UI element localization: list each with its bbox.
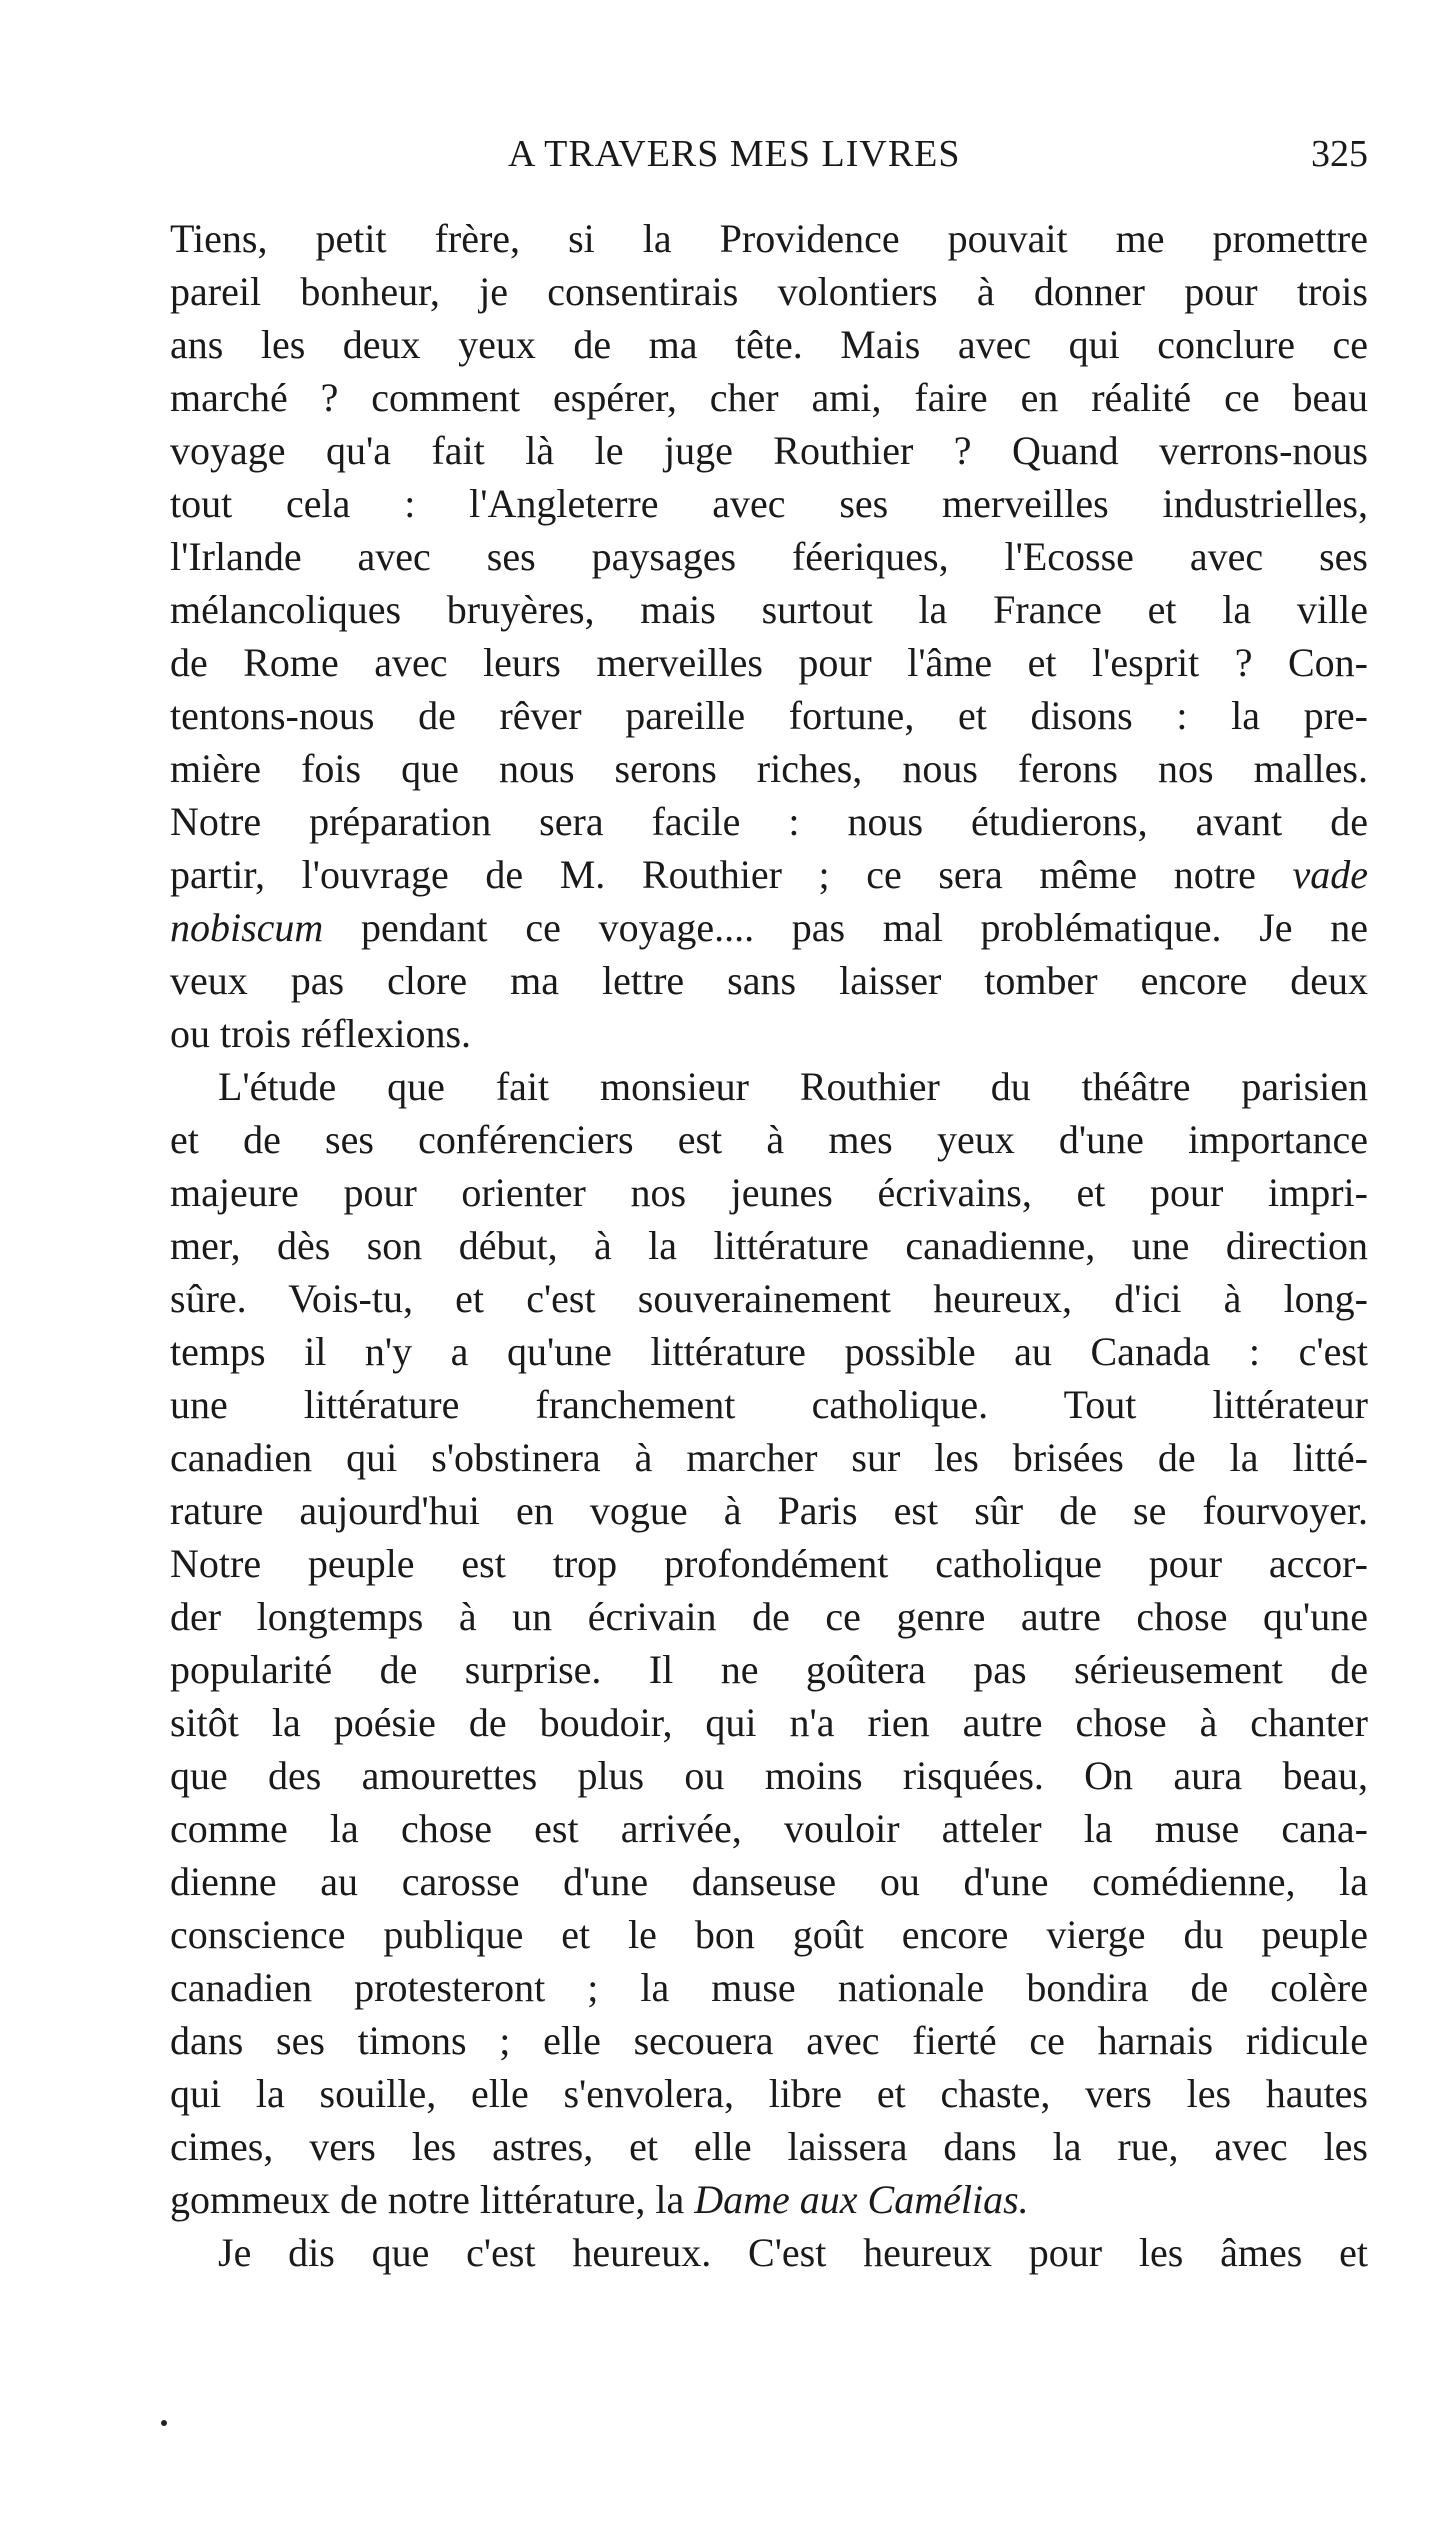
text-line: qui la souille, elle s'envolera, libre et chaste, vers les hautes xyxy=(170,2071,1368,2116)
text-line: marché ? comment espérer, cher ami, faire en réalité ce beau xyxy=(170,375,1368,420)
page-header xyxy=(168,132,1368,192)
text-line-with-italic xyxy=(170,2173,1368,2226)
text-line: majeure pour orienter nos jeunes écrivains, et pour impri- xyxy=(170,1170,1368,1215)
print-speck xyxy=(161,2420,167,2426)
italic-term: nobiscum xyxy=(170,905,324,950)
text-line: der longtemps à un écrivain de ce genre autre chose qu'une xyxy=(170,1594,1368,1639)
text-line: de Rome avec leurs merveilles pour l'âme et l'esprit ? Con- xyxy=(170,640,1368,685)
text-line: et de ses conférenciers est à mes yeux d'une importance xyxy=(170,1117,1368,1162)
paragraph-1 xyxy=(170,212,1368,1060)
text-segment: partir, l'ouvrage de M. Routhier ; ce sera même notre xyxy=(170,852,1256,897)
text-line: sûre. Vois-tu, et c'est souverainement heureux, d'ici à long- xyxy=(170,1276,1368,1321)
text-line: cimes, vers les astres, et elle laissera dans la rue, avec les xyxy=(170,2124,1368,2169)
text-line: une littérature franchement catholique. Tout littérateur xyxy=(170,1382,1368,1427)
text-line: comme la chose est arrivée, vouloir atteler la muse cana- xyxy=(170,1806,1368,1851)
text-line: canadien qui s'obstinera à marcher sur les brisées de la litté- xyxy=(170,1435,1368,1480)
text-line: temps il n'y a qu'une littérature possible au Canada : c'est xyxy=(170,1329,1368,1374)
text-line: rature aujourd'hui en vogue à Paris est sûr de se fourvoyer. xyxy=(170,1488,1368,1533)
text-segment: pendant ce voyage.... pas mal problématique. Je ne xyxy=(361,905,1368,950)
text-line: Tiens, petit frère, si la Providence pouvait me promettre xyxy=(170,216,1368,261)
text-line: canadien protesteront ; la muse nationale bondira de colère xyxy=(170,1965,1368,2010)
text-line: Notre peuple est trop profondément catholique pour accor- xyxy=(170,1541,1368,1586)
text-line: conscience publique et le bon goût encore vierge du peuple xyxy=(170,1912,1368,1957)
text-line: pareil bonheur, je consentirais volontiers à donner pour trois xyxy=(170,269,1368,314)
text-line: voyage qu'a fait là le juge Routhier ? Quand verrons-nous xyxy=(170,428,1368,473)
body-text xyxy=(170,212,1368,2279)
italic-term: vade xyxy=(1292,852,1369,897)
running-title: A TRAVERS MES LIVRES xyxy=(508,133,961,175)
page-number: 325 xyxy=(1311,133,1368,175)
text-line-with-italic xyxy=(170,848,1368,901)
text-line: Je dis que c'est heureux. C'est heureux pour les âmes et xyxy=(218,2230,1368,2275)
text-line: dienne au carosse d'une danseuse ou d'une comédienne, la xyxy=(170,1859,1368,1904)
text-line: L'étude que fait monsieur Routhier du théâtre parisien xyxy=(218,1064,1368,1109)
text-line: l'Irlande avec ses paysages féeriques, l'Ecosse avec ses xyxy=(170,534,1368,579)
text-segment: gommeux de notre littérature, la xyxy=(170,2177,685,2222)
text-line: ou trois réflexions. xyxy=(170,1011,472,1056)
text-line: dans ses timons ; elle secouera avec fierté ce harnais ridicule xyxy=(170,2018,1368,2063)
text-line: ans les deux yeux de ma tête. Mais avec qui conclure ce xyxy=(170,322,1368,367)
paragraph-3 xyxy=(170,2226,1368,2279)
text-line: veux pas clore ma lettre sans laisser tomber encore deux xyxy=(170,958,1368,1003)
text-line: Notre préparation sera facile : nous étudierons, avant de xyxy=(170,799,1368,844)
text-line: mer, dès son début, à la littérature canadienne, une direction xyxy=(170,1223,1368,1268)
text-line: tentons-nous de rêver pareille fortune, et disons : la pre- xyxy=(170,693,1368,738)
text-line-with-italic xyxy=(170,901,1368,954)
text-line: que des amourettes plus ou moins risquées. On aura beau, xyxy=(170,1753,1368,1798)
italic-title: Dame aux Camélias. xyxy=(694,2177,1029,2222)
text-line: tout cela : l'Angleterre avec ses merveilles industrielles, xyxy=(170,481,1368,526)
text-line: popularité de surprise. Il ne goûtera pas sérieusement de xyxy=(170,1647,1368,1692)
text-line: sitôt la poésie de boudoir, qui n'a rien autre chose à chanter xyxy=(170,1700,1368,1745)
text-line: mélancoliques bruyères, mais surtout la France et la ville xyxy=(170,587,1368,632)
paragraph-2 xyxy=(170,1060,1368,2226)
text-line: mière fois que nous serons riches, nous ferons nos malles. xyxy=(170,746,1368,791)
